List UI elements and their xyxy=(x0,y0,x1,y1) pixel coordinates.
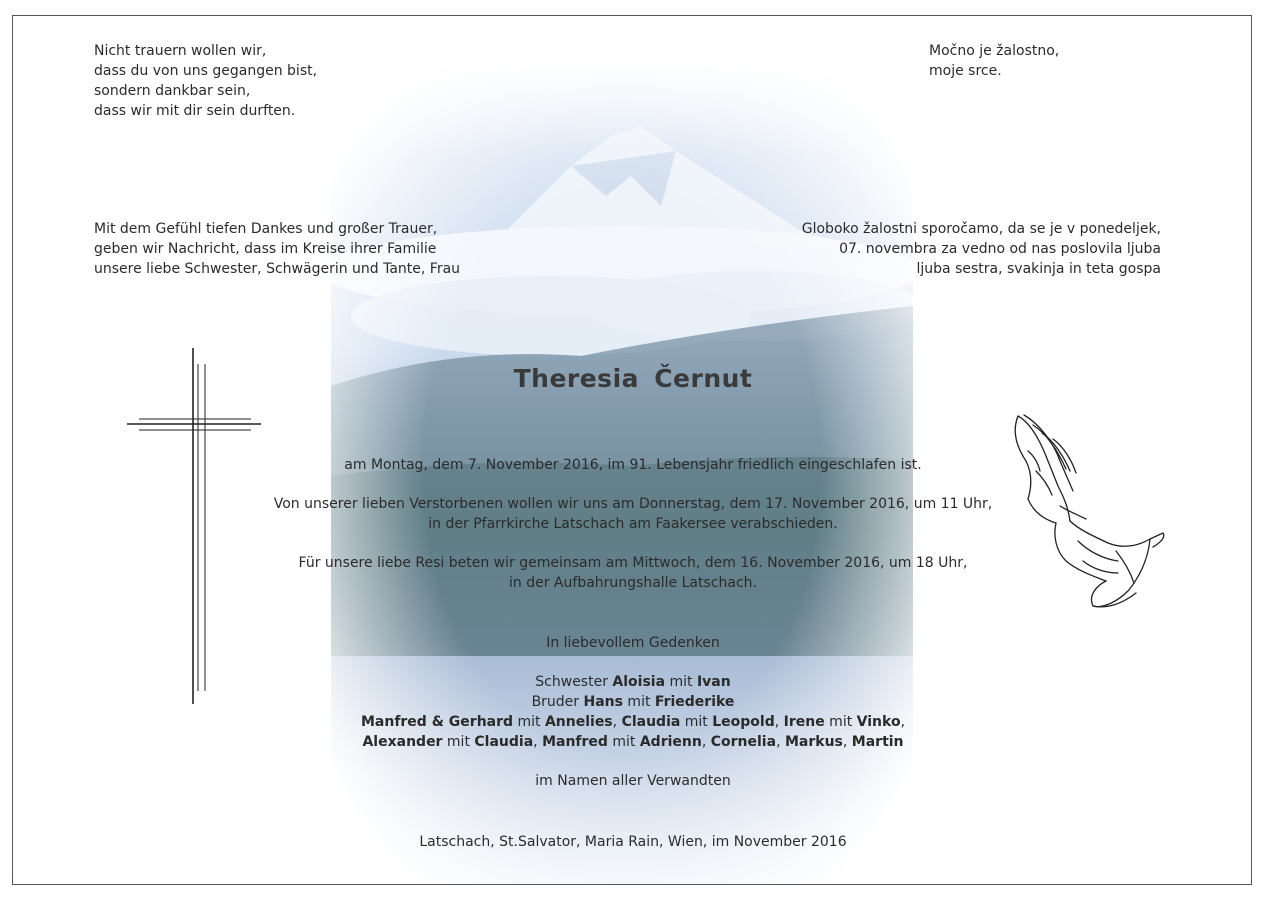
verse-line: Nicht trauern wollen wir, xyxy=(94,43,267,59)
family-list xyxy=(13,672,1252,752)
intro-line: ljuba sestra, svakinja in teta gospa xyxy=(916,261,1161,277)
family-line-3: Manfred & Gerhard mit Annelies, Claudia mit Leopold, Irene mit Vinko, xyxy=(360,714,906,730)
obituary-card xyxy=(12,15,1252,885)
memory-line xyxy=(13,633,1252,653)
intro-line: Mit dem Gefühl tiefen Dankes und großer Trauer, xyxy=(94,221,438,237)
verse-slovene xyxy=(929,41,1059,81)
prayer-line: in der Aufbahrungshalle Latschach. xyxy=(509,575,757,591)
family-line-brother: Bruder Hans mit Friederike xyxy=(531,694,735,710)
death-line: am Montag, dem 7. November 2016, im 91. Lebensjahr friedlich eingeschlafen ist. xyxy=(344,457,922,473)
verse-line: dass wir mit dir sein durften. xyxy=(94,103,296,119)
prayer-line: Für unsere liebe Resi beten wir gemeinsam am Mittwoch, dem 16. November 2016, um 18 Uhr, xyxy=(298,555,968,571)
intro-german xyxy=(94,219,460,279)
intro-line: unsere liebe Schwester, Schwägerin und Tante, Frau xyxy=(94,261,461,277)
verse-german xyxy=(94,41,317,121)
margin-mark: · xyxy=(12,873,19,875)
verse-line: dass du von uns gegangen bist, xyxy=(94,63,318,79)
verse-line: sondern dankbar sein, xyxy=(94,83,251,99)
verse-line: moje srce. xyxy=(929,63,1002,79)
place-date-text: Latschach, St.Salvator, Maria Rain, Wien, im November 2016 xyxy=(419,834,847,850)
family-line-4: Alexander mit Claudia, Manfred mit Adrienn, Cornelia, Markus, Martin xyxy=(362,734,904,750)
memory-text: In liebevollem Gedenken xyxy=(546,635,720,651)
relatives-text: im Namen aller Verwandten xyxy=(535,773,731,789)
place-date-line xyxy=(13,832,1252,852)
funeral-line: in der Pfarrkirche Latschach am Faakersee verabschieden. xyxy=(428,516,838,532)
intro-line: 07. novembra za vedno od nas poslovila ljuba xyxy=(839,241,1161,257)
intro-line: geben wir Nachricht, dass im Kreise ihrer Familie xyxy=(94,241,437,257)
family-line-sister: Schwester Aloisia mit Ivan xyxy=(535,674,731,690)
deceased-name: Theresia Černut xyxy=(513,364,753,393)
intro-slovene xyxy=(802,219,1161,279)
relatives-line xyxy=(13,771,1252,791)
funeral-line: Von unserer lieben Verstorbenen wollen wir uns am Donnerstag, dem 17. November 2016, um 11 Uhr, xyxy=(273,496,993,512)
verse-line: Močno je žalostno, xyxy=(929,43,1060,59)
intro-line: Globoko žalostni sporočamo, da se je v ponedeljek, xyxy=(801,221,1161,237)
praying-hands-icon xyxy=(998,411,1173,611)
